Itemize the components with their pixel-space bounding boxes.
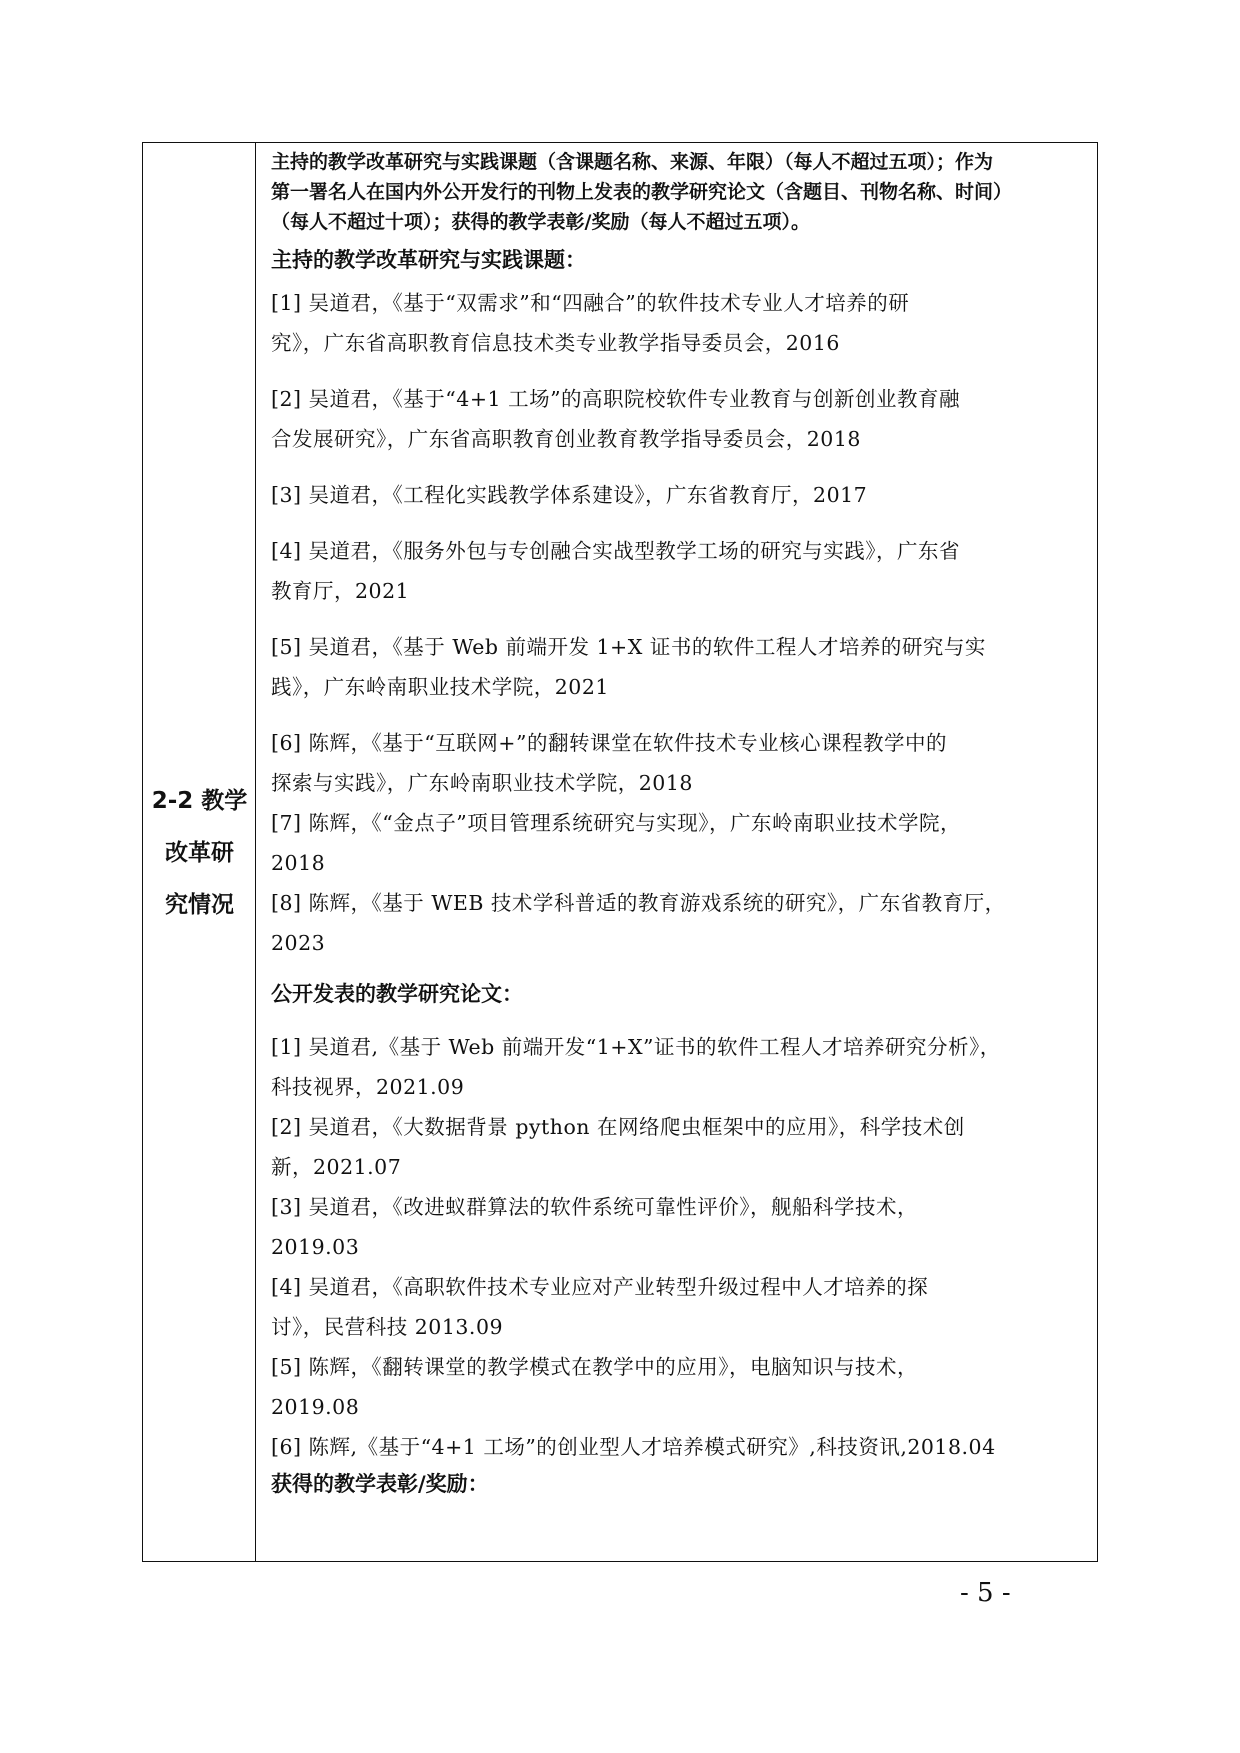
project-line: [7] 陈辉，《“金点子”项目管理系统研究与实现》，广东岭南职业技术学院， [271, 811, 962, 835]
paper-item [271, 1027, 1089, 1107]
papers-heading: 公开发表的教学研究论文： [271, 982, 523, 1006]
paper-line: 2019.03 [271, 1235, 360, 1259]
instruction-line: 主持的教学改革研究与实践课题（含课题名称、来源、年限）（每人不超过五项）；作为 [271, 151, 994, 173]
project-item [271, 531, 1089, 611]
project-line: 教育厅，2021 [271, 579, 410, 603]
paper-line: [1] 吴道君,《基于 Web 前端开发“1+X”证书的软件工程人才培养研究分析》， [271, 1035, 1001, 1059]
paper-line: [5] 陈辉，《翻转课堂的教学模式在教学中的应用》，电脑知识与技术， [271, 1355, 919, 1379]
form-table [142, 142, 1098, 1562]
project-line: [2] 吴道君，《基于“4+1 工场”的高职院校软件专业教育与创新创业教育融 [271, 387, 961, 411]
project-line: 2018 [271, 851, 326, 875]
paper-line: 新，2021.07 [271, 1155, 402, 1179]
project-item [271, 803, 1089, 883]
section-label [143, 775, 256, 931]
section-label-line: 2-2 教学 [151, 788, 248, 814]
paper-item [271, 1427, 1089, 1467]
project-line: 践》，广东岭南职业技术学院，2021 [271, 675, 609, 699]
project-line: [6] 陈辉，《基于“互联网+”的翻转课堂在软件技术专业核心课程教学中的 [271, 731, 947, 755]
paper-line: 科技视界，2021.09 [271, 1075, 465, 1099]
awards-heading: 获得的教学表彰/奖励： [271, 1472, 489, 1496]
project-line: [8] 陈辉，《基于 WEB 技术学科普适的教育游戏系统的研究》，广东省教育厅， [271, 891, 1006, 915]
paper-item [271, 1187, 1089, 1267]
project-line: 究》，广东省高职教育信息技术类专业教学指导委员会，2016 [271, 331, 840, 355]
project-line: [5] 吴道君，《基于 Web 前端开发 1+X 证书的软件工程人才培养的研究与实 [271, 635, 986, 659]
paper-line: [6] 陈辉,《基于“4+1 工场”的创业型人才培养模式研究》,科技资讯,2018.04 [271, 1435, 996, 1459]
project-item [271, 283, 1089, 363]
project-line: 探索与实践》，广东岭南职业技术学院，2018 [271, 771, 693, 795]
project-item [271, 627, 1089, 707]
paper-line: [4] 吴道君，《高职软件技术专业应对产业转型升级过程中人才培养的探 [271, 1275, 929, 1299]
instruction-line: （每人不超过十项）；获得的教学表彰/奖励（每人不超过五项）。 [271, 211, 810, 233]
paper-line: 2019.08 [271, 1395, 360, 1419]
project-line: 合发展研究》，广东省高职教育创业教育教学指导委员会，2018 [271, 427, 861, 451]
project-item [271, 883, 1089, 963]
paper-line: [3] 吴道君，《改进蚁群算法的软件系统可靠性评价》，舰船科学技术， [271, 1195, 919, 1219]
papers-list [271, 1027, 1089, 1467]
section-label-cell [143, 143, 256, 1561]
project-line: [4] 吴道君，《服务外包与专创融合实战型教学工场的研究与实践》，广东省 [271, 539, 961, 563]
project-line: [1] 吴道君，《基于“双需求”和“四融合”的软件技术专业人才培养的研 [271, 291, 910, 315]
content-cell [271, 147, 1089, 1501]
project-line: 2023 [271, 931, 326, 955]
paper-item [271, 1267, 1089, 1347]
project-item [271, 475, 1089, 515]
project-line: [3] 吴道君，《工程化实践教学体系建设》，广东省教育厅，2017 [271, 483, 868, 507]
project-item [271, 723, 1089, 803]
instruction-text [271, 147, 1089, 237]
paper-item [271, 1347, 1089, 1427]
project-item [271, 379, 1089, 459]
section-label-line: 改革研 [165, 840, 234, 866]
instruction-line: 第一署名人在国内外公开发行的刊物上发表的教学研究论文（含题目、刊物名称、时间） [271, 181, 1013, 203]
section-label-line: 究情况 [165, 892, 234, 918]
projects-list [271, 283, 1089, 963]
paper-line: 讨》，民营科技 2013.09 [271, 1315, 504, 1339]
paper-item [271, 1107, 1089, 1187]
page-number: - 5 - [960, 1578, 1011, 1608]
paper-line: [2] 吴道君，《大数据背景 python 在网络爬虫框架中的应用》，科学技术创 [271, 1115, 965, 1139]
projects-heading: 主持的教学改革研究与实践课题： [271, 248, 586, 272]
